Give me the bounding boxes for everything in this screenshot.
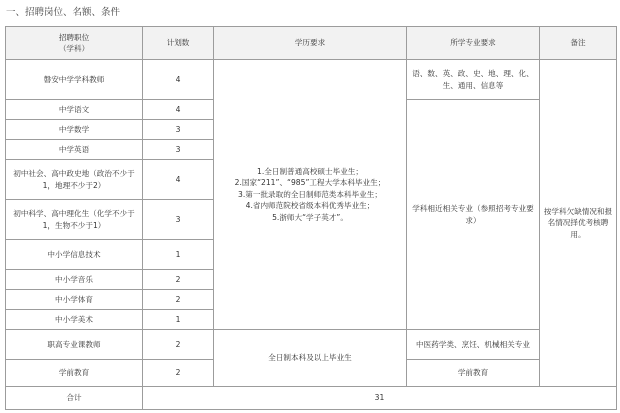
plan-cell: 2 — [143, 270, 214, 290]
education-requirement-item: 4.省内师范院校省级本科优秀毕业生； — [245, 201, 375, 211]
education-vocational-cell: 全日制本科及以上毕业生 — [214, 330, 407, 387]
major-preschool-cell: 学前教育 — [407, 360, 540, 387]
total-label: 合计 — [6, 387, 143, 410]
plan-cell: 4 — [143, 60, 214, 100]
plan-cell: 3 — [143, 120, 214, 140]
education-requirement-item: 2.国家“211”、“985”工程大学本科毕业生； — [234, 178, 386, 188]
header-major: 所学专业要求 — [407, 27, 540, 60]
education-requirements-cell — [214, 60, 407, 330]
plan-cell: 2 — [143, 330, 214, 360]
plan-cell: 4 — [143, 160, 214, 200]
education-requirement-item: 5.浙师大“学子英才”。 — [272, 212, 348, 222]
position-cell: 中小学体育 — [6, 290, 143, 310]
position-cell: 中小学音乐 — [6, 270, 143, 290]
plan-cell: 3 — [143, 200, 214, 240]
header-education: 学历要求 — [214, 27, 407, 60]
section-heading: 一、招聘岗位、名额、条件 — [6, 7, 121, 18]
header-position: 招聘职位 （学科） — [6, 27, 143, 60]
table-row — [6, 60, 617, 100]
header-remark: 备注 — [540, 27, 617, 60]
position-cell: 学前教育 — [6, 360, 143, 387]
education-requirement-item: 3.第一批录取的全日制师范类本科毕业生； — [238, 189, 382, 199]
plan-cell: 1 — [143, 240, 214, 270]
position-cell: 中学数学 — [6, 120, 143, 140]
recruitment-table — [5, 26, 617, 410]
remark-cell: 按学科欠缺情况和报名情况择优考核聘用。 — [540, 60, 617, 387]
position-cell: 中学英语 — [6, 140, 143, 160]
education-requirement-item: 1.全日制普通高校硕士毕业生； — [257, 167, 363, 177]
plan-cell: 2 — [143, 360, 214, 387]
major-subjects-cell: 语、数、英、政、史、地、理、化、生、通用、信息等 — [407, 60, 540, 100]
position-cell: 初中社会、高中政史地（政治不少于1，地理不少于2） — [6, 160, 143, 200]
table-row — [6, 330, 617, 360]
plan-cell: 2 — [143, 290, 214, 310]
plan-cell: 3 — [143, 140, 214, 160]
position-cell: 磐安中学学科教师 — [6, 60, 143, 100]
header-row — [6, 27, 617, 60]
education-requirements-list — [216, 166, 404, 223]
position-cell: 中学语文 — [6, 100, 143, 120]
position-cell: 中小学信息技术 — [6, 240, 143, 270]
total-value: 31 — [143, 387, 617, 410]
major-related-cell: 学科相近相关专业（参照招考专业要求） — [407, 100, 540, 330]
major-vocational-cell: 中医药学类、烹饪、机械相关专业 — [407, 330, 540, 360]
position-cell: 职高专业课教师 — [6, 330, 143, 360]
header-plan: 计划数 — [143, 27, 214, 60]
plan-cell: 1 — [143, 310, 214, 330]
position-cell: 初中科学、高中理化生（化学不少于1，生物不少于1） — [6, 200, 143, 240]
plan-cell: 4 — [143, 100, 214, 120]
position-cell: 中小学美术 — [6, 310, 143, 330]
total-row — [6, 387, 617, 410]
